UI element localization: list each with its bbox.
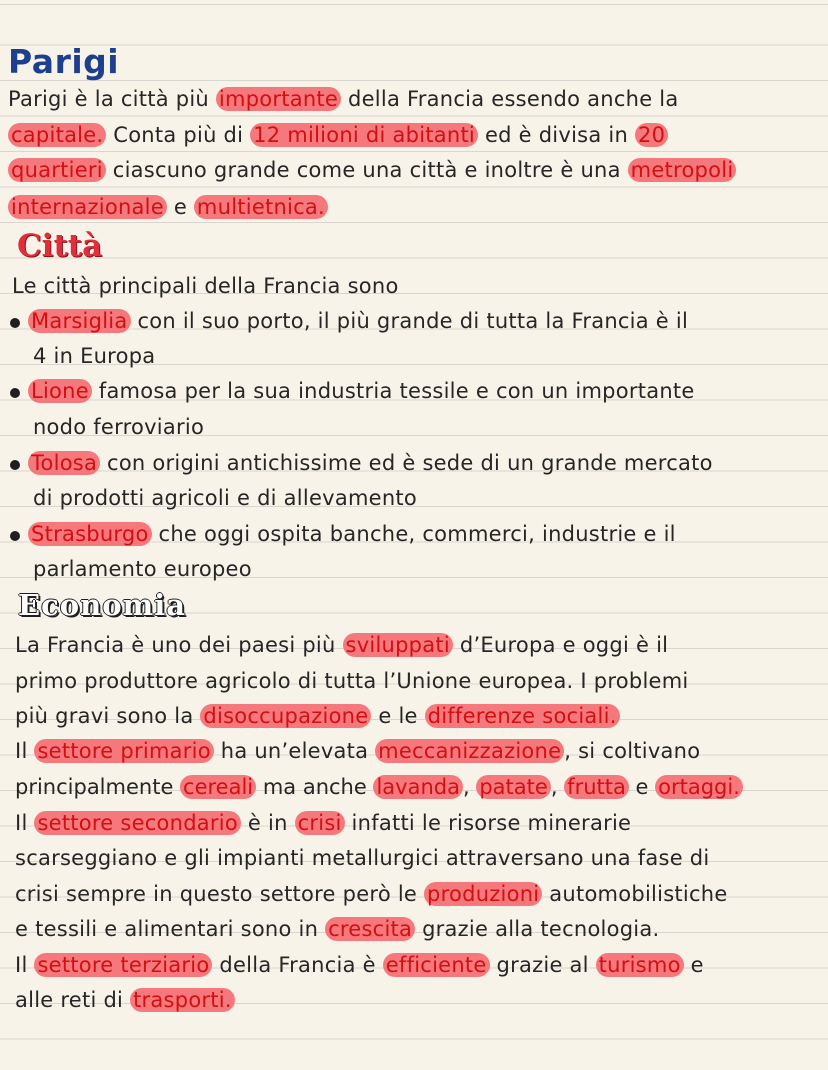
highlight: multietnica. (194, 195, 328, 219)
highlight: metropoli (628, 158, 737, 182)
highlight: Marsiglia (28, 309, 131, 333)
economia-line-9: e tessili e alimentari sono in crescita grazie alla tecnologia. (15, 917, 660, 941)
list-item: Tolosa con origini antichissime ed è sede di un grande mercato (0, 448, 828, 478)
highlight: crescita (325, 917, 415, 941)
economia-line-5: principalmente cereali ma anche lavanda , patate , frutta e ortaggi. (15, 772, 743, 802)
highlight: efficiente (383, 953, 490, 977)
economia-line-10: Il settore terziario della Francia è efficiente grazie al turismo e (15, 953, 704, 977)
list-item-continuation: nodo ferroviario (33, 415, 205, 439)
highlight: disoccupazione (200, 704, 371, 728)
highlight: settore terziario (34, 953, 212, 977)
economia-line-1: La Francia è uno dei paesi più sviluppati d’Europa e oggi è il (15, 633, 669, 657)
highlight: settore primario (34, 739, 213, 763)
highlight: Tolosa (28, 451, 100, 475)
highlight: turismo (596, 953, 684, 977)
highlight: trasporti. (130, 988, 235, 1012)
bullet-icon (10, 531, 20, 541)
heading-citta: Città (17, 228, 103, 264)
highlight: 20 (635, 123, 668, 147)
highlight: frutta (564, 775, 629, 799)
highlight: Lione (28, 379, 92, 403)
highlight: produzioni (424, 882, 542, 906)
list-item: Marsiglia con il suo porto, il più grande di tutta la Francia è il (0, 306, 828, 336)
economia-line-8: crisi sempre in questo settore però le produzioni automobilistiche (15, 882, 728, 906)
highlight: patate (476, 775, 550, 799)
list-item-continuation: 4 in Europa (33, 344, 156, 368)
highlight: ortaggi. (655, 775, 743, 799)
list-item: Strasburgo che oggi ospita banche, commerci, industrie e il (0, 519, 828, 549)
highlight: settore secondario (34, 811, 241, 835)
citta-intro: Le città principali della Francia sono (12, 274, 399, 298)
highlight: sviluppati (343, 633, 453, 657)
heading-economia: Economia (18, 588, 187, 622)
bullet-icon (10, 460, 20, 470)
economia-line-3: più gravi sono la disoccupazione e le differenze sociali. (15, 701, 620, 731)
list-item-continuation: parlamento europeo (33, 557, 252, 581)
highlight: quartieri (8, 158, 106, 182)
list-item-continuation: di prodotti agricoli e di allevamento (33, 486, 417, 510)
economia-line-7: scarseggiano e gli impianti metallurgici attraversano una fase di (15, 846, 710, 870)
highlight: meccanizzazione (375, 739, 564, 763)
highlight: cereali (180, 775, 256, 799)
parigi-line-2: capitale. Conta più di 12 milioni di abitanti ed è divisa in 20 (8, 120, 668, 150)
economia-line-11: alle reti di trasporti. (15, 985, 235, 1015)
parigi-line-1: Parigi è la città più importante della Francia essendo anche la (8, 87, 679, 111)
economia-line-4: Il settore primario ha un’elevata meccanizzazione , si coltivano (15, 739, 701, 763)
economia-line-6: Il settore secondario è in crisi infatti le risorse minerarie (15, 811, 632, 835)
highlight: crisi (295, 811, 345, 835)
heading-parigi: Parigi (8, 42, 120, 81)
bullet-icon (10, 318, 20, 328)
bullet-icon (10, 388, 20, 398)
highlight: 12 milioni di abitanti (250, 123, 478, 147)
parigi-line-4: internazionale e multietnica. (8, 192, 328, 222)
highlight: differenze sociali. (425, 704, 620, 728)
highlight: importante (216, 87, 341, 111)
parigi-line-3: quartieri ciascuno grande come una città e inoltre è una metropoli (8, 155, 736, 185)
highlight: capitale. (8, 123, 106, 147)
economia-line-2: primo produttore agricolo di tutta l’Unione europea. I problemi (15, 669, 689, 693)
highlight: Strasburgo (28, 522, 152, 546)
list-item: Lione famosa per la sua industria tessile e con un importante (0, 376, 828, 406)
highlight: lavanda (373, 775, 463, 799)
highlight: internazionale (8, 195, 167, 219)
